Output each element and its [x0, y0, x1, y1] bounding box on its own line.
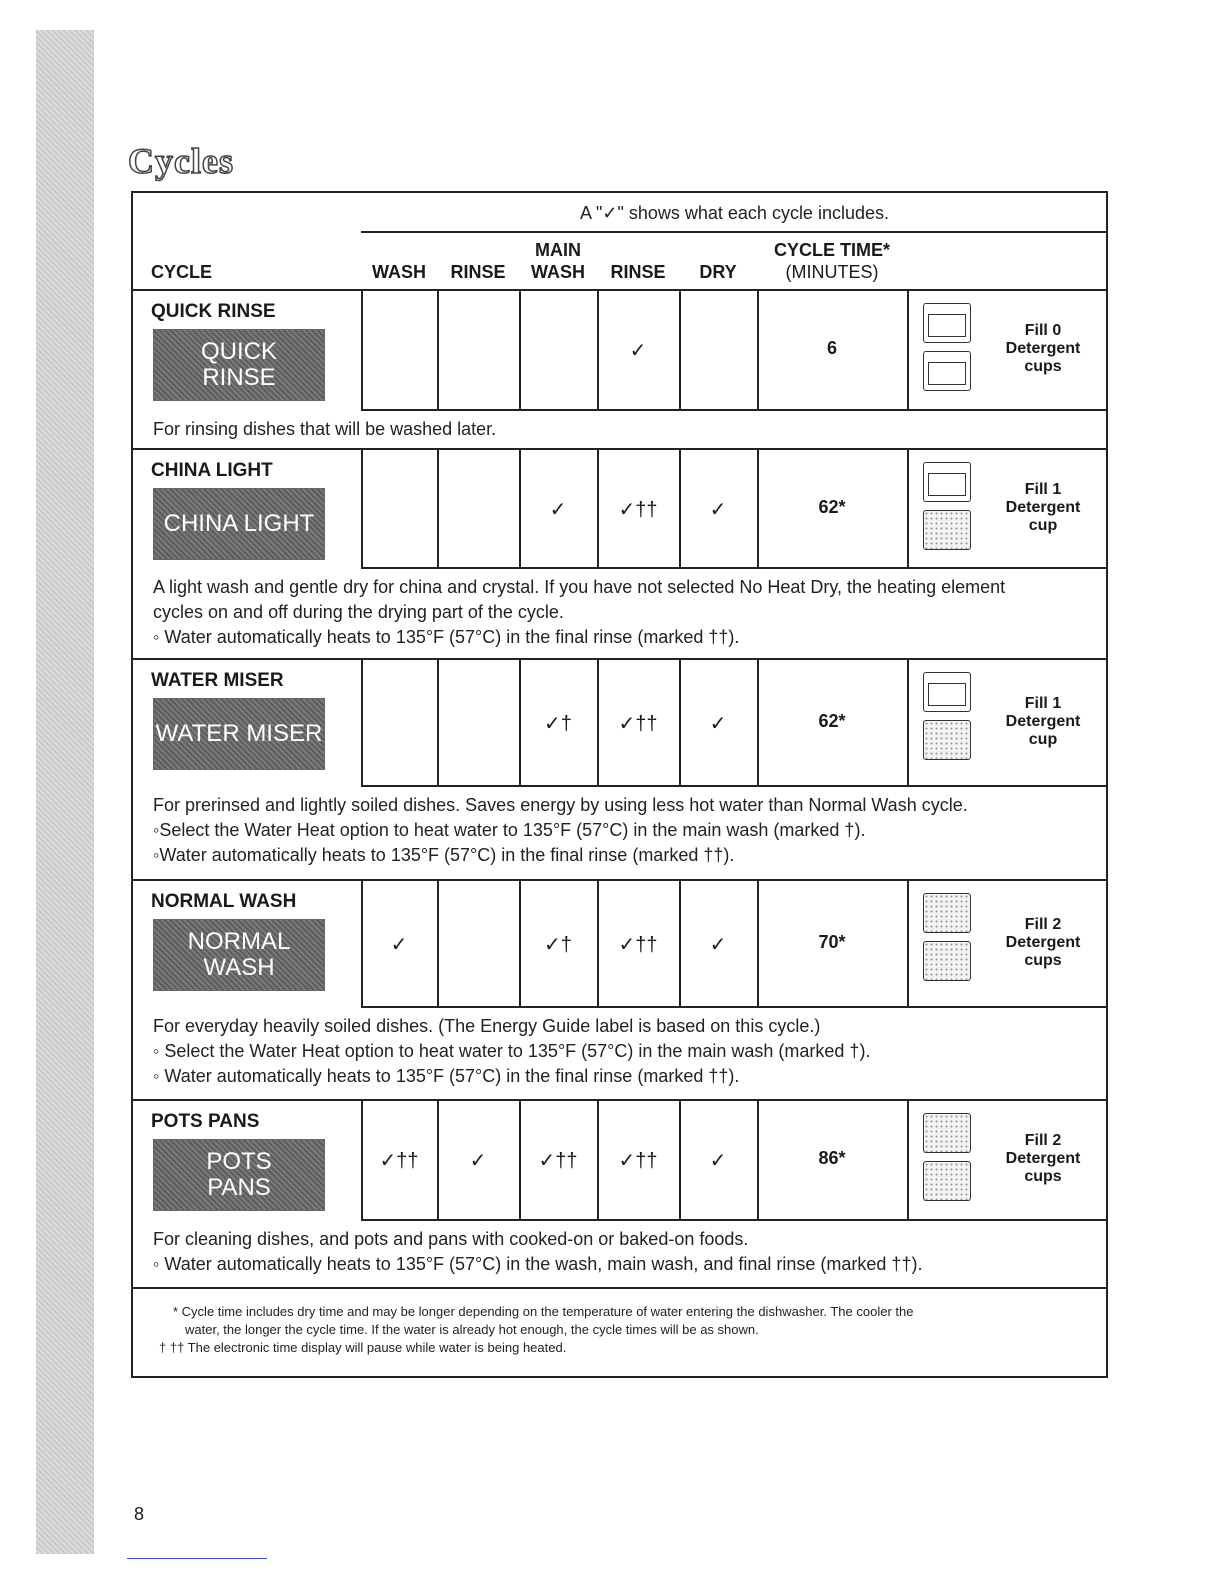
- fill-line: cup: [1028, 730, 1058, 748]
- description-line: ◦ Water automatically heats to 135°F (57°C) in the final rinse (marked ††).: [153, 627, 740, 647]
- footnote-1: * Cycle time includes dry time and may be longer depending on the temperature of water entering the dishwasher. The cooler the: [173, 1304, 914, 1319]
- detergent-cup-icon: [923, 303, 971, 343]
- fill-instructions: [988, 916, 1098, 970]
- col-time-line1: CYCLE TIME*: [773, 240, 890, 260]
- detergent-cup-icon: [923, 1161, 971, 1201]
- grid-line: [907, 450, 909, 567]
- footnote-divider: [133, 1287, 1108, 1289]
- cycle-button-quick-rinse[interactable]: QUICK RINSE: [153, 329, 325, 401]
- fill-line: Fill 1: [1024, 694, 1062, 712]
- grid-line: [437, 291, 439, 409]
- cycle-name: POTS PANS: [151, 1111, 260, 1132]
- grid-line: [907, 291, 909, 409]
- fill-line: Detergent: [1005, 340, 1081, 357]
- cell-rinse2: ✓††: [618, 712, 658, 735]
- cell-wash: ✓††: [379, 1150, 419, 1172]
- fill-line: cups: [1024, 1168, 1062, 1185]
- detergent-cup-icon: [923, 462, 971, 502]
- fill-line: cups: [1024, 358, 1062, 375]
- cell-rinse2: ✓††: [618, 498, 658, 521]
- cycle-time: 62*: [818, 710, 846, 731]
- col-main-wash: [519, 239, 597, 283]
- cell-rinse2: ✓††: [618, 1150, 658, 1172]
- cycle-button-pots-pans[interactable]: POTS PANS: [153, 1139, 325, 1211]
- page-title: Cycles: [128, 141, 234, 181]
- cycle-name: CHINA LIGHT: [151, 460, 273, 481]
- cycle-button-water-miser[interactable]: WATER MISER: [153, 698, 325, 770]
- description-line: A light wash and gentle dry for china and crystal. If you have not selected No Heat Dry, the heating element: [153, 577, 1006, 597]
- fill-line: Fill 2: [1024, 915, 1062, 933]
- fill-instructions: [988, 1132, 1098, 1186]
- description-line: cycles on and off during the drying part of the cycle.: [153, 602, 564, 622]
- grid-line: [437, 881, 439, 1006]
- detergent-cup-icon: [923, 510, 971, 550]
- row-divider: [133, 658, 1108, 660]
- fill-line: Detergent: [1005, 1150, 1081, 1167]
- grid-line: [361, 291, 363, 409]
- fill-line: Detergent: [1005, 498, 1081, 516]
- grid-line: [361, 660, 363, 785]
- detergent-cup-icon: [923, 351, 971, 391]
- detergent-cup-icon: [923, 720, 971, 760]
- fill-line: cups: [1024, 951, 1062, 969]
- fill-line: Fill 0: [1024, 322, 1062, 339]
- col-dry: DRY: [699, 262, 737, 282]
- col-main-wash-line1: MAIN: [535, 240, 581, 260]
- col-main-wash-line2: WASH: [531, 262, 585, 282]
- cell-rinse2: ✓††: [618, 933, 658, 956]
- cell-main_wash: ✓: [549, 498, 567, 521]
- row-divider: [133, 289, 1108, 291]
- page-number: 8: [134, 1504, 145, 1524]
- cell-rinse: ✓: [469, 1150, 487, 1172]
- cell-rinse2: ✓: [629, 340, 647, 362]
- description-line: For everyday heavily soiled dishes. (The Energy Guide label is based on this cycle.): [153, 1016, 821, 1036]
- cycle-description: [153, 575, 1093, 650]
- side-stripe: [36, 30, 94, 1554]
- cycle-time: 70*: [818, 931, 846, 952]
- col-rinse2: RINSE: [610, 262, 666, 282]
- col-rinse: RINSE: [450, 262, 506, 282]
- grid-line: [907, 1101, 909, 1219]
- fill-instructions: [988, 322, 1098, 376]
- fill-line: Fill 2: [1024, 1132, 1062, 1149]
- fill-line: Detergent: [1005, 933, 1081, 951]
- table-caption: A "✓" shows what each cycle includes.: [579, 203, 889, 223]
- description-line: ◦Water automatically heats to 135°F (57°C) in the final rinse (marked ††).: [153, 845, 735, 865]
- row-divider: [133, 448, 1108, 450]
- description-line: For cleaning dishes, and pots and pans with cooked-on or baked-on foods.: [153, 1229, 749, 1249]
- cell-main_wash: ✓†: [544, 712, 572, 735]
- row-divider: [133, 1099, 1108, 1101]
- cycle-description: [153, 793, 1093, 868]
- footnote-3: † †† The electronic time display will pause while water is being heated.: [159, 1340, 567, 1355]
- col-cycle: CYCLE: [151, 262, 213, 282]
- description-line: ◦ Water automatically heats to 135°F (57°C) in the wash, main wash, and final rinse (marked ††).: [153, 1254, 923, 1274]
- bottom-rule: [127, 1558, 267, 1559]
- grid-line: [361, 450, 363, 567]
- fill-line: Detergent: [1005, 712, 1081, 730]
- cycle-description: [153, 1227, 1093, 1277]
- description-line: ◦Select the Water Heat option to heat water to 135°F (57°C) in the main wash (marked †).: [153, 820, 866, 840]
- description-line: For prerinsed and lightly soiled dishes. Saves energy by using less hot water than Normal Wash cycle.: [153, 795, 968, 815]
- grid-bottom: [361, 785, 1108, 787]
- grid-line: [907, 881, 909, 1006]
- cycle-description: [153, 1014, 1093, 1089]
- fill-line: Fill 1: [1024, 480, 1062, 498]
- detergent-cup-icon: [923, 941, 971, 981]
- fill-instructions: [988, 481, 1098, 535]
- cycles-table: [131, 191, 1108, 1378]
- cycle-time: 6: [826, 338, 837, 358]
- grid-line: [519, 291, 521, 409]
- divider: [361, 231, 1108, 233]
- col-time-line2: (MINUTES): [785, 262, 879, 282]
- description-line: ◦ Select the Water Heat option to heat water to 135°F (57°C) in the main wash (marked †).: [153, 1041, 871, 1061]
- cell-dry: ✓: [709, 1150, 727, 1172]
- fill-instructions: [988, 695, 1098, 749]
- cycle-time: 62*: [818, 496, 846, 517]
- cell-main_wash: ✓†: [544, 933, 572, 956]
- fill-line: cup: [1028, 516, 1058, 534]
- cycle-time: 86*: [818, 1148, 846, 1168]
- grid-line: [907, 660, 909, 785]
- cycle-description: [153, 417, 1093, 442]
- detergent-cup-icon: [923, 1113, 971, 1153]
- cell-dry: ✓: [709, 498, 727, 521]
- cell-main_wash: ✓††: [538, 1150, 578, 1172]
- footnote-2: water, the longer the cycle time. If the water is already hot enough, the cycle times will be as shown.: [185, 1322, 759, 1337]
- grid-line: [437, 450, 439, 567]
- grid-bottom: [361, 1219, 1108, 1221]
- col-wash: WASH: [372, 262, 426, 282]
- cell-dry: ✓: [709, 712, 727, 735]
- cycle-name: QUICK RINSE: [151, 301, 276, 322]
- grid-bottom: [361, 1006, 1108, 1008]
- cell-wash: ✓: [390, 933, 408, 956]
- cell-dry: ✓: [709, 933, 727, 956]
- grid-line: [679, 291, 681, 409]
- cycle-button-normal-wash[interactable]: NORMAL WASH: [153, 919, 325, 991]
- cycle-name: NORMAL WASH: [151, 891, 297, 912]
- col-cycle-time: [757, 239, 907, 283]
- description-line: For rinsing dishes that will be washed later.: [153, 419, 497, 439]
- row-divider: [133, 879, 1108, 881]
- detergent-cup-icon: [923, 893, 971, 933]
- description-line: ◦ Water automatically heats to 135°F (57°C) in the final rinse (marked ††).: [153, 1066, 740, 1086]
- grid-line: [437, 660, 439, 785]
- grid-bottom: [361, 567, 1108, 569]
- grid-bottom: [361, 409, 1108, 411]
- cycle-name: WATER MISER: [151, 670, 284, 691]
- cycle-button-china-light[interactable]: CHINA LIGHT: [153, 488, 325, 560]
- detergent-cup-icon: [923, 672, 971, 712]
